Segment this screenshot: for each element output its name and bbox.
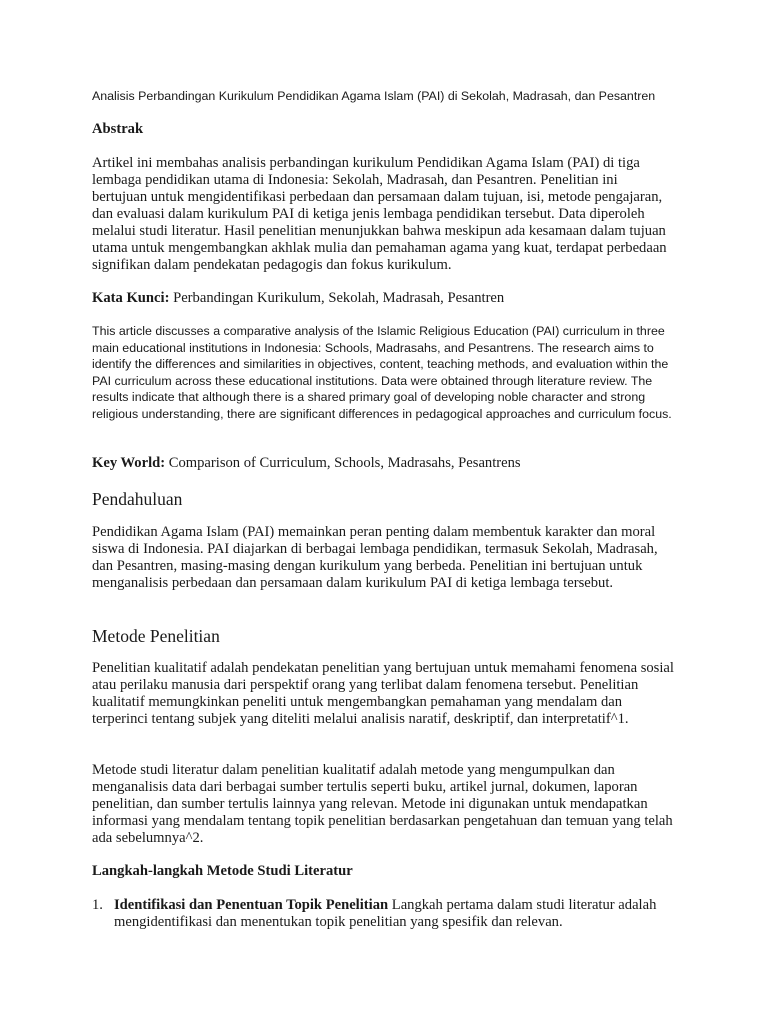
abstract-heading: Abstrak [92,121,144,137]
keywords-en-label: Key World: [92,455,166,471]
document-title: Analisis Perbandingan Kurikulum Pendidikan Agama Islam (PAI) di Sekolah, Madrasah, dan Pesantren [92,89,656,103]
keywords-en-text: Comparison of Curriculum, Schools, Madrasahs, Pesantrens [165,455,521,471]
abstract-indonesian: Artikel ini membahas analisis perbandingan kurikulum Pendidikan Agama Islam (PAI) di tiga lembaga pendidikan utama di Indonesia: Sekolah, Madrasah, dan Pesantren. Penelitian ini bertujuan untuk mengidentifikasi perbedaan dan persamaan dalam tujuan, isi, metode pengajaran, dan evaluasi dalam kurikulum PAI di ketiga jenis lembaga pendidikan tersebut. Data diperoleh melalui studi literatur. Hasil penelitian menunjukkan bahwa meskipun ada kesamaan dalam tujuan utama untuk mengembangkan akhlak mulia dan pemahaman agama yang kuat, terdapat perbedaan signifikan dalam pendekatan pedagogis dan fokus kurikulum. [92,155,667,273]
step-title: Identifikasi dan Penentuan Topik Penelitian [114,897,389,913]
intro-heading: Pendahuluan [92,489,183,509]
intro-paragraph: Pendidikan Agama Islam (PAI) memainkan peran penting dalam membentuk karakter dan moral siswa di Indonesia. PAI diajarkan di berbagai lembaga pendidikan, termasuk Sekolah, Madrasah, dan Pesantren, masing-masing dengan kurikulum yang berbeda. Penelitian ini bertujuan untuk menganalisis perbedaan dan persamaan dalam kurikulum PAI di ketiga lembaga tersebut. [92,524,658,591]
method-paragraph-1: Penelitian kualitatif adalah pendekatan penelitian yang bertujuan untuk memahami fenomena sosial atau perilaku manusia dari perspektif orang yang terlibat dalam fenomena tersebut. Penelitian kualitatif memungkinkan peneliti untuk mengembangkan pemahaman yang mendalam dan terperinci tentang subjek yang diteliti melalui analisis naratif, deskriptif, dan interpretatif^1. [92,660,674,727]
keywords-id-label: Kata Kunci: [92,290,170,306]
steps-heading: Langkah-langkah Metode Studi Literatur [92,863,353,879]
step-text: Langkah pertama dalam studi literatur adalah mengidentifikasi dan menentukan topik penelitian yang spesifik dan relevan. [114,897,657,930]
keywords-id-text: Perbandingan Kurikulum, Sekolah, Madrasah, Pesantren [169,290,505,306]
list-number: 1. [92,897,103,913]
keywords-english [92,455,674,472]
method-heading: Metode Penelitian [92,626,220,646]
list-item [92,897,679,931]
abstract-english: This article discusses a comparative analysis of the Islamic Religious Education (PAI) curriculum in three main educational institutions in Indonesia: Schools, Madrasahs, and Pesantrens. The research aims to identify the differences and similarities in objectives, content, teaching methods, and evaluation within the PAI curriculum across these educational institutions. Data were obtained through literature review. The results indicate that although there is a shared primary goal of developing noble character and strong religious understanding, there are significant differences in pedagogical approaches and curriculum focus. [92,324,672,421]
keywords-indonesian [92,290,674,307]
method-paragraph-2: Metode studi literatur dalam penelitian kualitatif adalah metode yang mengumpulkan dan menganalisis data dari berbagai sumber tertulis seperti buku, artikel jurnal, dokumen, laporan penelitian, dan sumber tertulis lainnya yang relevan. Metode ini digunakan untuk mendapatkan informasi yang mendalam tentang topik penelitian berdasarkan pengetahuan dan temuan yang telah ada sebelumnya^2. [92,762,673,846]
